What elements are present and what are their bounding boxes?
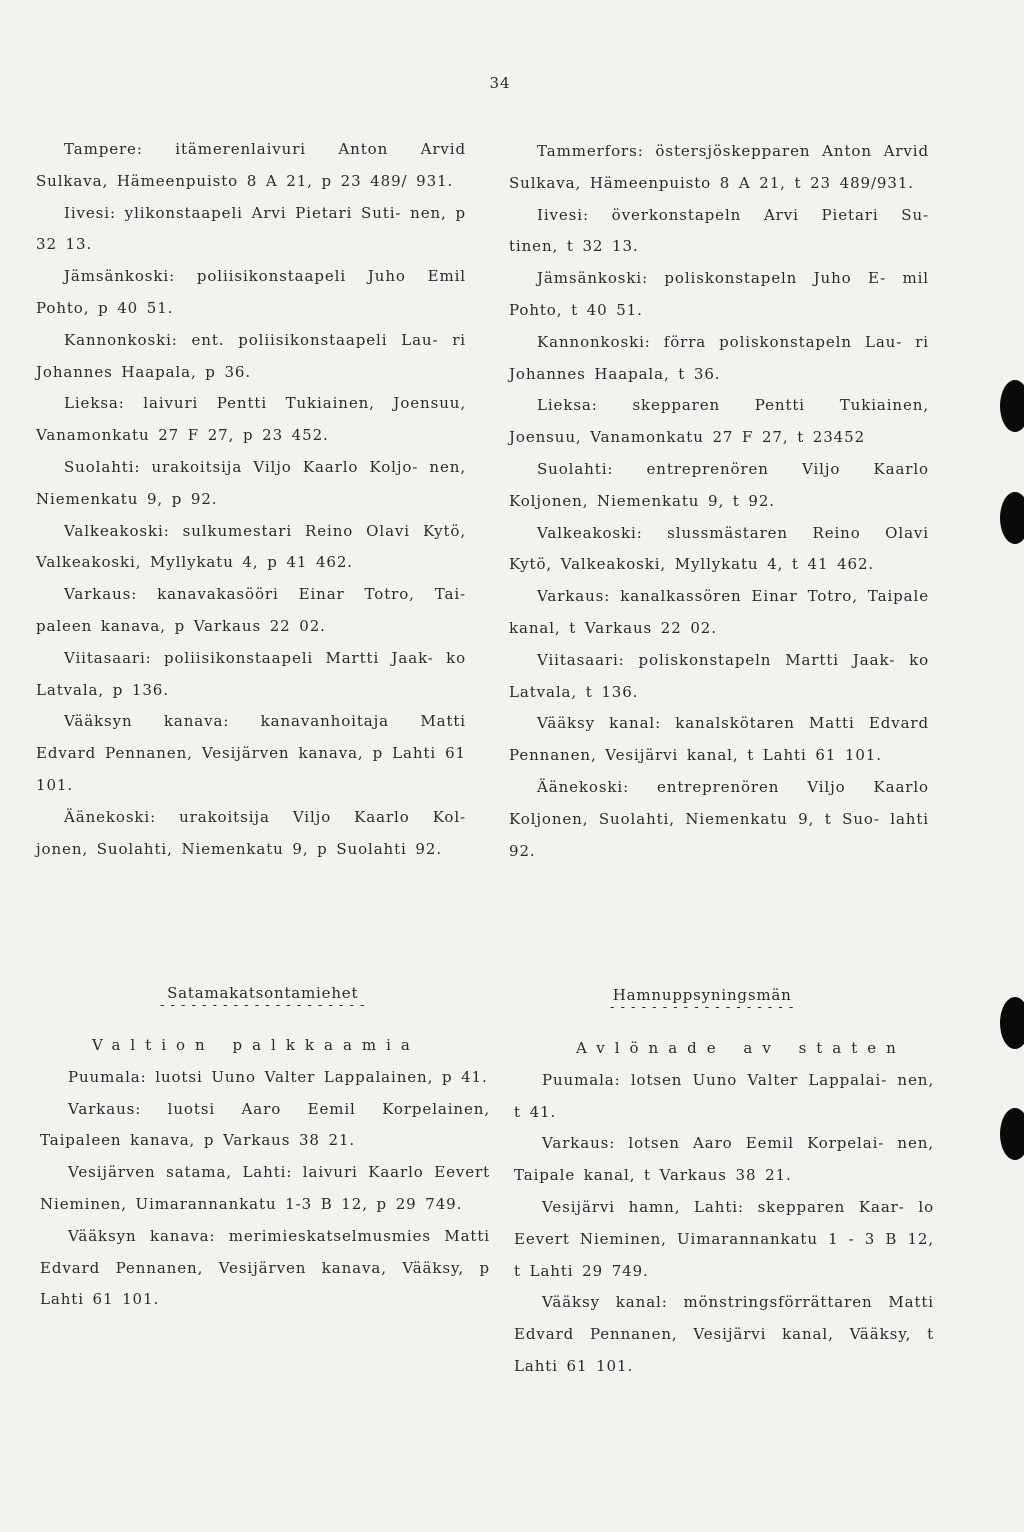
- entry: Varkaus: lotsen Aaro Eemil Korpelai- nen, Taipale kanal, t Varkaus 38 21.: [514, 1134, 934, 1185]
- entry: Vääksyn kanava: kanavanhoitaja Matti Edvard Pennanen, Vesijärven kanava, p Lahti 61 101.: [36, 712, 466, 794]
- entry: Lieksa: laivuri Pentti Tukiainen, Joensuu, Vanamonkatu 27 F 27, p 23 452.: [36, 394, 466, 445]
- entry: Jämsänkoski: poliskonstapeln Juho E- mil Pohto, t 40 51.: [509, 269, 929, 319]
- binder-hole: [1000, 492, 1024, 544]
- entry: Iivesi: ylikonstaapeli Arvi Pietari Suti- nen, p 32 13.: [36, 203, 466, 254]
- section-heading-swedish: [610, 986, 795, 1015]
- entry: Kannonkoski: ent. poliisikonstaapeli Lau- ri Johannes Haapala, p 36.: [36, 330, 466, 381]
- subheading: Valtion palkkaamia: [92, 1036, 420, 1054]
- entry: Vääksy kanal: mönstringsförrättaren Matti Edvard Pennanen, Vesijärvi kanal, Vääksy, t Lahti 61 101.: [514, 1293, 934, 1375]
- entry: Varkaus: kanavakasööri Einar Totro, Tai- paleen kanava, p Varkaus 22 02.: [36, 585, 466, 635]
- entry: Vääksy kanal: kanalskötaren Matti Edvard Pennanen, Vesijärvi kanal, t Lahti 61 101.: [509, 714, 929, 765]
- entry: Suolahti: entreprenören Viljo Kaarlo Koljonen, Niemenkatu 9, t 92.: [509, 459, 929, 510]
- binder-hole: [1000, 1108, 1024, 1160]
- left-column-finnish: [36, 134, 466, 865]
- entry: Lieksa: skepparen Pentti Tukiainen, Joensuu, Vanamonkatu 27 F 27, t 23452: [509, 396, 929, 447]
- entry: Vääksyn kanava: merimieskatselmusmies Matti Edvard Pennanen, Vesijärven kanava, Vääksy, p Lahti 61 101.: [40, 1226, 490, 1309]
- entry: Iivesi: överkonstapeln Arvi Pietari Su- tinen, t 32 13.: [509, 205, 929, 256]
- entry: Jämsänkoski: poliisikonstaapeli Juho Emil Pohto, p 40 51.: [36, 267, 466, 317]
- entry: Tammerfors: östersjöskepparen Anton Arvid Sulkava, Hämeenpuisto 8 A 21, t 23 489/931.: [509, 142, 929, 192]
- entry: Varkaus: kanalkassören Einar Totro, Taipale kanal, t Varkaus 22 02.: [509, 587, 929, 637]
- heading-text: Satamakatsontamiehet: [167, 984, 359, 1002]
- entry: Valkeakoski: sulkumestari Reino Olavi Kytö, Valkeakoski, Myllykatu 4, p 41 462.: [36, 521, 466, 572]
- entry: Viitasaari: poliisikonstaapeli Martti Jaak- ko Latvala, p 136.: [36, 648, 466, 699]
- entry: Kannonkoski: förra poliskonstapeln Lau- ri Johannes Haapala, t 36.: [509, 332, 929, 383]
- entry: Tampere: itämerenlaivuri Anton Arvid Sulkava, Hämeenpuisto 8 A 21, p 23 489/ 931.: [36, 140, 466, 190]
- entry: Suolahti: urakoitsija Viljo Kaarlo Koljo- nen, Niemenkatu 9, p 92.: [36, 457, 466, 508]
- entry: Valkeakoski: slussmästaren Reino Olavi Kytö, Valkeakoski, Myllykatu 4, t 41 462.: [509, 523, 929, 574]
- entry: Vesijärven satama, Lahti: laivuri Kaarlo Eevert Nieminen, Uimarannankatu 1-3 B 12, p 29 749.: [40, 1163, 490, 1213]
- binder-hole: [1000, 997, 1024, 1049]
- entry: Varkaus: luotsi Aaro Eemil Korpelainen, Taipaleen kanava, p Varkaus 38 21.: [40, 1099, 490, 1150]
- entry: Äänekoski: entreprenören Viljo Kaarlo Koljonen, Suolahti, Niemenkatu 9, t Suo- lahti 92.: [509, 777, 929, 860]
- heading-underline: - - - - - - - - - - - - - - - - - -: [610, 1000, 795, 1015]
- heading-underline: - - - - - - - - - - - - - - - - - - - -: [160, 998, 366, 1013]
- entry: Puumala: lotsen Uuno Valter Lappalai- nen, t 41.: [514, 1070, 934, 1121]
- entry: Äänekoski: urakoitsija Viljo Kaarlo Kol- jonen, Suolahti, Niemenkatu 9, p Suolahti 92.: [36, 807, 466, 858]
- heading-text: Hamnuppsyningsmän: [612, 986, 792, 1004]
- section-right-body: [514, 1033, 934, 1383]
- entry: Viitasaari: poliskonstapeln Martti Jaak- ko Latvala, t 136.: [509, 650, 929, 701]
- subheading: Avlönade av staten: [576, 1039, 906, 1057]
- entry: Puumala: luotsi Uuno Valter Lappalainen, p 41.: [68, 1067, 488, 1086]
- binder-hole: [1000, 380, 1024, 432]
- section-left-body: [40, 1030, 490, 1316]
- entry: Vesijärvi hamn, Lahti: skepparen Kaar- lo Eevert Nieminen, Uimarannankatu 1 - 3 B 12, t Lahti 29 749.: [514, 1197, 934, 1280]
- section-heading-finnish: [160, 984, 366, 1013]
- page-number: 34: [489, 74, 511, 92]
- right-column-swedish: [509, 136, 929, 867]
